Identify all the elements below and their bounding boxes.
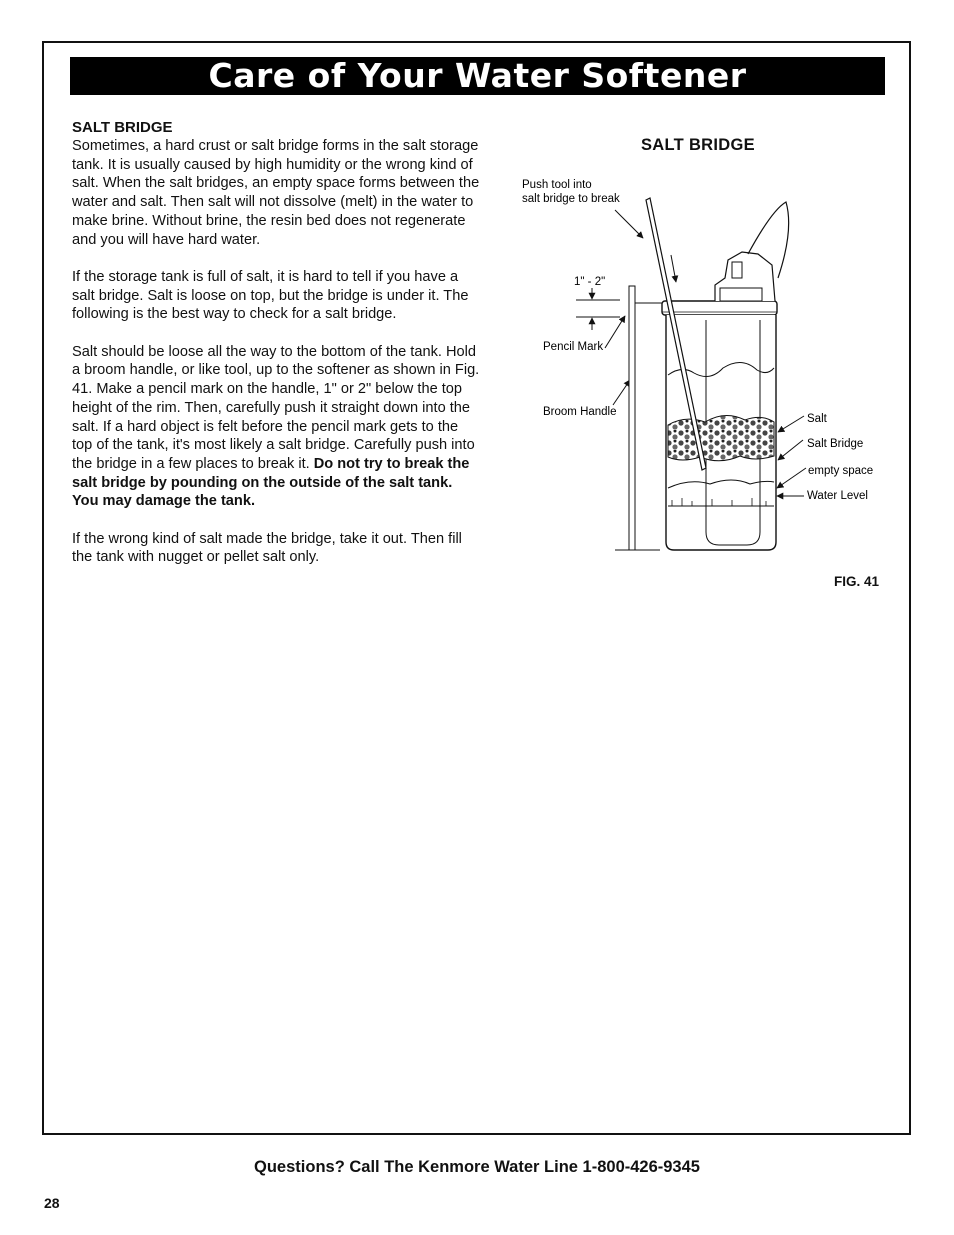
callout-broom-handle: Broom Handle bbox=[543, 406, 617, 418]
warning-text: Do not try to break the salt bridge by pounding on the outside of the salt tank. You may damage the tank. bbox=[72, 455, 470, 510]
paragraph-3 bbox=[72, 343, 482, 511]
leader-empty-space bbox=[777, 468, 806, 488]
page-title: Care of Your Water Softener bbox=[70, 57, 885, 95]
figure-title: SALT BRIDGE bbox=[641, 136, 755, 154]
callout-salt: Salt bbox=[807, 413, 827, 425]
salt-bridge-diagram bbox=[510, 170, 900, 560]
callout-pencil-mark: Pencil Mark bbox=[543, 341, 604, 353]
paragraph-3-text: Salt should be loose all the way to the bottom of the tank. Hold a broom handle, or like tool, up to the softener as shown in Fig. 41. Make a pencil mark on the handle, 1" or 2" below the top height of the rim. Then, carefully push it straight down into the salt. If a hard object is felt before the pencil mark gets to the top of the tank, it's most likely a salt bridge. Carefully push into the bridge in a few places to break it. bbox=[72, 343, 480, 472]
figure-label: FIG. 41 bbox=[834, 574, 880, 589]
callout-measure: 1" - 2" bbox=[574, 276, 606, 288]
paragraph-2: If the storage tank is full of salt, it is hard to tell if you have a salt bridge. Salt is loose on top, but the bridge is under it. The following is the best way to check for a salt bridge. bbox=[72, 268, 469, 323]
leader-salt-bridge bbox=[778, 440, 803, 460]
section-heading: SALT BRIDGE bbox=[72, 119, 173, 136]
leader-salt bbox=[778, 416, 804, 432]
callout-salt-bridge: Salt Bridge bbox=[807, 438, 864, 450]
push-direction-arrow bbox=[671, 255, 676, 282]
callout-push-tool-1: Push tool into bbox=[522, 179, 592, 191]
leader-pencil-mark bbox=[605, 316, 625, 348]
salt-bridge-layer bbox=[668, 415, 774, 460]
tank-rim bbox=[662, 301, 777, 315]
footer-help-line: Questions? Call The Kenmore Water Line 1-800-426-9345 bbox=[254, 1158, 700, 1176]
callout-push-tool-2: salt bridge to break bbox=[522, 193, 620, 205]
paragraph-4: If the wrong kind of salt made the bridge, take it out. Then fill the tank with nugget or pellet salt only. bbox=[72, 530, 462, 566]
broom-handle bbox=[629, 286, 635, 550]
paragraph-1: Sometimes, a hard crust or salt bridge forms in the salt storage tank. It is usually caused by high humidity or the wrong kind of salt. When the salt bridges, an empty space forms between the water and salt. Then salt will not dissolve (melt) in the water to make brine. Without brine, the resin bed does not regenerate and you will have hard water. bbox=[72, 138, 480, 248]
salt-bridge-section bbox=[72, 119, 482, 586]
leader-push-tool bbox=[615, 210, 643, 238]
valve-knob bbox=[732, 262, 742, 278]
leader-broom-handle bbox=[613, 380, 630, 405]
page-number: 28 bbox=[44, 1195, 60, 1211]
callout-empty-space: empty space bbox=[808, 465, 874, 477]
callout-water-level: Water Level bbox=[807, 490, 868, 502]
valve-base bbox=[720, 288, 762, 301]
